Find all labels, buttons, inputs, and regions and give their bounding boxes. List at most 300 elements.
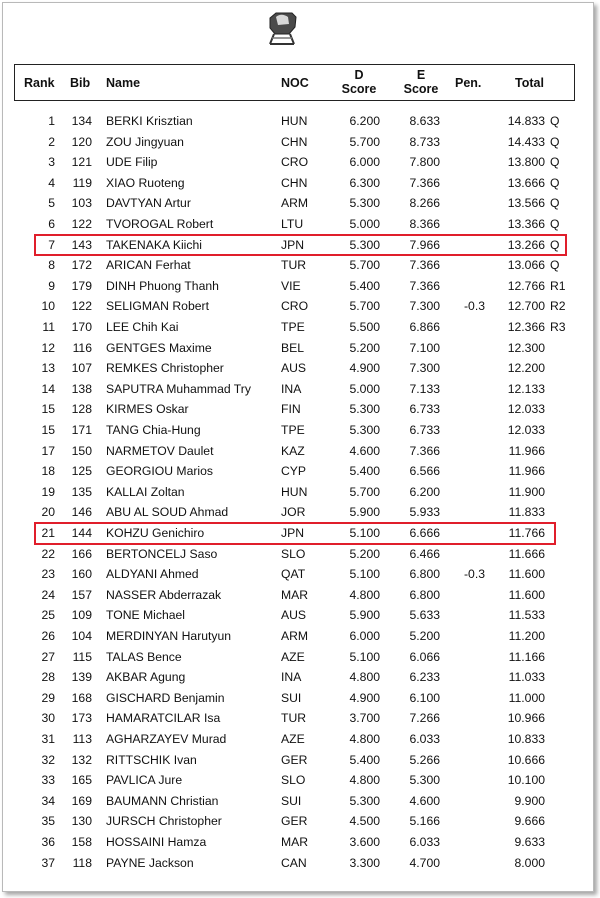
cell-e: 6.200 [409,484,440,499]
cell-e: 7.300 [409,299,440,314]
cell-name: PAYNE Jackson [106,855,194,870]
cell-noc: ARM [281,629,309,643]
cell-e: 8.366 [409,217,440,231]
cell-noc: TUR [281,711,307,726]
cell-rank: 34 [41,793,55,808]
cell-name: RITTSCHIK Ivan [106,752,197,767]
cell-e: 6.100 [409,690,440,705]
cell-bib: 122 [71,217,92,231]
table-row [0,276,600,297]
cell-noc: MAR [281,587,309,602]
cell-name: NASSER Abderrazak [106,587,222,602]
cell-e: 7.133 [409,381,440,396]
cell-noc: FIN [281,402,301,417]
cell-noc: TPE [281,423,305,437]
header-d-score-line1: D [354,68,364,82]
cell-rank: 15 [41,402,55,417]
cell-name: PAVLICA Jure [106,773,183,788]
cell-d: 4.500 [349,814,380,829]
cell-q: Q [550,134,560,149]
cell-rank: 25 [41,608,55,623]
cell-name: GENTGES Maxime [106,340,212,355]
cell-q: Q [550,114,560,128]
cell-rank: 6 [48,217,55,231]
cell-d: 5.000 [349,217,380,231]
cell-rank: 7 [48,237,55,252]
cell-rank: 2 [48,134,55,149]
cell-d: 4.600 [349,443,380,458]
cell-name: TVOROGAL Robert [106,217,214,231]
table-row [0,750,600,771]
cell-e: 7.966 [409,237,440,252]
cell-name: HOSSAINI Hamza [106,835,207,849]
table-row [0,214,600,235]
cell-total: 9.633 [514,835,545,849]
cell-e: 5.166 [409,814,440,829]
cell-bib: 132 [71,752,92,767]
cell-e: 6.033 [409,732,440,746]
cell-rank: 29 [41,690,55,705]
cell-bib: 115 [72,649,92,664]
cell-rank: 33 [41,773,55,788]
cell-name: HAMARATCILAR Isa [106,711,221,726]
cell-rank: 4 [48,175,55,190]
cell-pen: -0.3 [463,567,485,582]
cell-total: 10.666 [507,752,545,767]
cell-total: 11.766 [508,526,545,540]
cell-name: BAUMANN Christian [106,793,219,808]
cell-d: 5.100 [349,649,380,664]
cell-name: KALLAI Zoltan [106,484,185,499]
cell-bib: 116 [72,340,92,355]
cell-e: 5.266 [409,752,440,767]
cell-e: 7.366 [409,443,440,458]
header-noc: NOC [281,76,309,90]
cell-bib: 138 [71,381,92,396]
cell-e: 5.300 [409,773,440,788]
cell-d: 4.800 [349,732,380,746]
cell-noc: CYP [281,464,307,479]
cell-noc: TUR [281,258,307,273]
cell-noc: SUI [281,793,302,808]
cell-d: 6.300 [349,175,380,190]
cell-d: 5.500 [349,320,380,334]
cell-name: ZOU Jingyuan [106,134,184,149]
table-row [0,379,600,400]
cell-name: DAVTYAN Artur [106,196,191,211]
table-row [0,399,600,420]
header-total: Total [515,76,544,90]
cell-d: 5.100 [349,567,380,582]
cell-total: 12.133 [507,381,545,396]
cell-total: 13.800 [507,155,545,170]
cell-rank: 14 [41,381,55,396]
cell-total: 11.533 [508,608,545,623]
cell-rank: 32 [41,752,55,767]
cell-noc: JOR [281,505,306,520]
cell-bib: 109 [71,608,92,623]
cell-rank: 12 [41,340,55,355]
cell-total: 13.366 [507,217,545,231]
cell-total: 11.966 [508,464,545,479]
cell-e: 4.600 [409,793,440,808]
cell-e: 6.866 [409,320,440,334]
cell-bib: 103 [71,196,92,211]
cell-noc: GER [281,752,308,767]
cell-total: 11.666 [508,546,545,561]
cell-bib: 143 [71,237,92,252]
cell-bib: 130 [71,814,92,829]
cell-e: 7.800 [409,155,440,170]
cell-bib: 146 [71,505,92,520]
cell-total: 13.066 [507,258,545,273]
cell-noc: SLO [281,546,306,561]
cell-noc: AUS [281,361,307,376]
cell-e: 5.200 [409,629,440,643]
table-row [0,647,600,668]
cell-q: Q [550,258,560,273]
cell-rank: 30 [41,711,55,726]
cell-d: 5.900 [349,505,380,520]
cell-d: 5.400 [349,278,380,293]
cell-bib: 107 [71,361,92,376]
table-row [0,729,600,750]
cell-bib: 113 [72,732,92,746]
cell-e: 6.033 [409,835,440,849]
cell-bib: 119 [72,175,92,190]
cell-total: 11.000 [508,690,545,705]
cell-rank: 1 [48,114,55,128]
cell-bib: 104 [71,629,92,643]
cell-rank: 27 [41,649,55,664]
cell-total: 11.600 [508,567,545,582]
table-row [0,132,600,153]
cell-name: NARMETOV Daulet [106,443,214,458]
cell-d: 5.200 [349,546,380,561]
cell-d: 6.000 [349,155,380,170]
cell-bib: 121 [71,155,92,170]
cell-rank: 24 [41,587,55,602]
table-row [0,564,600,585]
table-row [0,173,600,194]
cell-d: 5.300 [349,237,380,252]
header-penalty: Pen. [455,76,482,90]
cell-e: 6.233 [409,670,440,685]
cell-name: BERKI Krisztian [106,114,193,128]
cell-bib: 158 [71,835,92,849]
table-row [0,317,600,338]
cell-rank: 13 [41,361,55,376]
cell-q: Q [550,237,560,252]
table-row [0,791,600,812]
cell-total: 11.600 [508,587,545,602]
table-row [0,667,600,688]
cell-noc: JPN [281,237,305,252]
table-row [0,255,600,276]
cell-rank: 28 [41,670,55,685]
cell-d: 5.300 [349,196,380,211]
apparatus-pictogram-icon [262,8,302,50]
cell-rank: 21 [41,526,55,540]
cell-bib: 128 [71,402,92,417]
cell-name: SAPUTRA Muhammad Try [106,381,251,396]
cell-noc: INA [281,670,302,685]
cell-total: 12.033 [507,423,545,437]
cell-d: 5.700 [349,258,380,273]
cell-e: 6.733 [409,402,440,417]
table-row [0,688,600,709]
cell-d: 4.800 [349,670,380,685]
cell-bib: 179 [71,278,92,293]
cell-bib: 125 [71,464,92,479]
cell-noc: SUI [281,690,302,705]
cell-d: 5.400 [349,464,380,479]
cell-noc: GER [281,814,308,829]
header-e-score [398,68,444,96]
table-row [0,193,600,214]
cell-e: 7.366 [409,175,440,190]
cell-total: 12.366 [507,320,545,334]
table-row [0,853,600,874]
cell-rank: 22 [41,546,55,561]
cell-e: 7.266 [409,711,440,726]
cell-pen: -0.3 [463,299,485,314]
cell-d: 5.200 [349,340,380,355]
cell-total: 11.900 [508,484,545,499]
table-row [0,461,600,482]
cell-e: 5.633 [409,608,440,623]
header-name: Name [106,76,141,90]
header-rank: Rank [24,76,55,90]
table-row [0,626,600,647]
cell-rank: 23 [41,567,55,582]
cell-total: 12.200 [507,361,545,376]
cell-name: XIAO Ruoteng [106,175,185,190]
cell-bib: 170 [71,320,92,334]
cell-name: TANG Chia-Hung [106,423,201,437]
cell-bib: 122 [71,299,92,314]
cell-name: REMKES Christopher [106,361,224,376]
table-row [0,358,600,379]
cell-rank: 5 [48,196,55,211]
cell-noc: QAT [281,567,306,582]
cell-total: 11.200 [508,629,545,643]
table-row [0,605,600,626]
table-row [0,441,600,462]
cell-noc: KAZ [281,443,305,458]
cell-name: DINH Phuong Thanh [106,278,219,293]
cell-e: 6.666 [409,526,440,540]
cell-e: 4.700 [409,855,440,870]
cell-e: 6.800 [409,587,440,602]
cell-d: 3.600 [349,835,380,849]
cell-noc: HUN [281,114,308,128]
cell-noc: CHN [281,175,308,190]
cell-bib: 118 [72,855,92,870]
cell-noc: JPN [281,526,305,540]
cell-total: 9.666 [514,814,545,829]
cell-total: 12.300 [507,340,545,355]
cell-q: R1 [550,278,566,293]
cell-rank: 11 [42,320,55,334]
cell-noc: CAN [281,855,307,870]
header-d-score [336,68,382,96]
table-row [0,832,600,853]
table-row [0,811,600,832]
cell-e: 7.366 [409,278,440,293]
cell-noc: AZE [281,649,305,664]
cell-q: Q [550,196,560,211]
table-row [0,152,600,173]
cell-total: 14.833 [507,114,545,128]
cell-total: 10.966 [507,711,545,726]
cell-noc: INA [281,381,302,396]
cell-rank: 8 [48,258,55,273]
cell-total: 10.100 [507,773,545,788]
cell-d: 4.800 [349,773,380,788]
cell-noc: SLO [281,773,306,788]
cell-d: 3.300 [349,855,380,870]
cell-total: 11.166 [508,649,545,664]
cell-name: LEE Chih Kai [106,320,179,334]
cell-d: 4.900 [349,690,380,705]
cell-name: JURSCH Christopher [106,814,222,829]
cell-rank: 3 [48,155,55,170]
cell-total: 11.033 [508,670,545,685]
cell-name: BERTONCELJ Saso [106,546,218,561]
cell-total: 12.033 [507,402,545,417]
cell-rank: 31 [41,732,55,746]
cell-name: ABU AL SOUD Ahmad [106,505,229,520]
cell-d: 5.900 [349,608,380,623]
cell-name: GISCHARD Benjamin [106,690,225,705]
cell-rank: 26 [41,629,55,643]
cell-bib: 139 [71,670,92,685]
cell-e: 6.066 [409,649,440,664]
cell-total: 9.900 [514,793,545,808]
cell-e: 6.566 [409,464,440,479]
table-row [0,502,600,523]
cell-noc: TPE [281,320,305,334]
cell-name: MERDINYAN Harutyun [106,629,232,643]
cell-d: 3.700 [349,711,380,726]
header-e-score-line2: Score [403,82,439,96]
cell-rank: 35 [41,814,55,829]
cell-d: 5.100 [349,526,380,540]
row-highlight-box [34,234,567,257]
cell-d: 5.700 [349,299,380,314]
cell-q: R2 [550,299,566,314]
cell-name: AGHARZAYEV Murad [106,732,227,746]
cell-bib: 165 [71,773,92,788]
cell-name: TONE Michael [106,608,186,623]
cell-bib: 134 [71,114,92,128]
cell-rank: 37 [41,855,55,870]
cell-total: 11.833 [508,505,545,520]
cell-q: Q [550,155,560,170]
cell-d: 5.300 [349,793,380,808]
cell-noc: HUN [281,484,308,499]
cell-noc: CHN [281,134,308,149]
cell-noc: ARM [281,196,309,211]
cell-e: 7.300 [409,361,440,376]
cell-total: 12.700 [507,299,545,314]
cell-name: AKBAR Agung [106,670,186,685]
cell-d: 5.700 [349,484,380,499]
cell-rank: 15 [41,423,55,437]
cell-name: ARICAN Ferhat [106,258,191,273]
cell-bib: 171 [71,423,92,437]
cell-name: TAKENAKA Kiichi [106,237,202,252]
table-row [0,544,600,565]
cell-q: Q [550,217,560,231]
cell-d: 5.300 [349,423,380,437]
cell-rank: 18 [41,464,55,479]
cell-d: 6.000 [349,629,380,643]
cell-e: 8.633 [409,114,440,128]
cell-e: 7.100 [409,340,440,355]
cell-noc: CRO [281,155,309,170]
cell-e: 8.733 [409,134,440,149]
cell-d: 5.000 [349,381,380,396]
table-row [0,111,600,132]
cell-e: 6.800 [409,567,440,582]
cell-name: GEORGIOU Marios [106,464,213,479]
cell-e: 6.733 [409,423,440,437]
table-header [14,64,575,101]
cell-bib: 169 [71,793,92,808]
cell-rank: 20 [41,505,55,520]
cell-bib: 120 [71,134,92,149]
cell-name: KOHZU Genichiro [106,526,205,540]
cell-noc: AUS [281,608,307,623]
cell-bib: 150 [71,443,92,458]
cell-d: 5.700 [349,134,380,149]
cell-total: 12.766 [507,278,545,293]
cell-noc: CRO [281,299,309,314]
table-row [0,482,600,503]
cell-rank: 9 [48,278,55,293]
cell-name: UDE Filip [106,155,158,170]
cell-d: 5.400 [349,752,380,767]
cell-noc: LTU [281,217,304,231]
cell-noc: BEL [281,340,305,355]
table-row [0,338,600,359]
cell-bib: 166 [71,546,92,561]
row-highlight-box [34,522,556,545]
cell-e: 6.466 [409,546,440,561]
cell-total: 11.966 [508,443,545,458]
cell-noc: AZE [281,732,305,746]
cell-bib: 160 [71,567,92,582]
cell-d: 6.200 [349,114,380,128]
table-row [0,770,600,791]
cell-total: 8.000 [514,855,545,870]
cell-d: 5.300 [349,402,380,417]
cell-total: 13.566 [507,196,545,211]
cell-bib: 173 [71,711,92,726]
cell-noc: MAR [281,835,309,849]
cell-total: 14.433 [507,134,545,149]
cell-name: ALDYANI Ahmed [106,567,199,582]
cell-bib: 144 [71,526,92,540]
cell-d: 4.800 [349,587,380,602]
header-bib: Bib [70,76,91,90]
cell-bib: 135 [71,484,92,499]
cell-rank: 17 [41,443,55,458]
cell-rank: 19 [41,484,55,499]
cell-d: 4.900 [349,361,380,376]
